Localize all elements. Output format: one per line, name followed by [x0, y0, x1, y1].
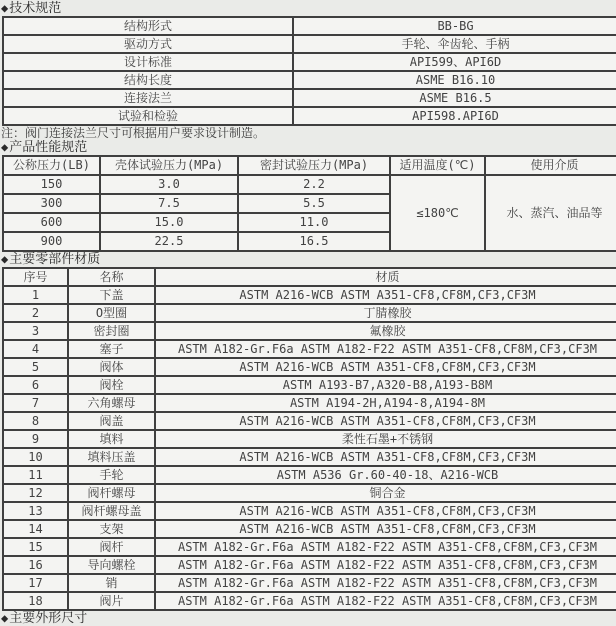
- seal-test-cell: 16.5: [238, 232, 390, 251]
- material-cell: ASTM A194-2H,A194-8,A194-8M: [155, 394, 616, 412]
- spec-label-cell: 连接法兰: [3, 89, 293, 107]
- material-cell: ASTM A216-WCB ASTM A351-CF8,CF8M,CF3,CF3M: [155, 448, 616, 466]
- row-number-cell: 18: [3, 592, 68, 610]
- material-cell: ASTM A216-WCB ASTM A351-CF8,CF8M,CF3,CF3M: [155, 502, 616, 520]
- spec-value-cell: API599、API6D: [293, 53, 616, 71]
- shell-test-cell: 3.0: [100, 175, 238, 194]
- table-row: [3, 556, 616, 574]
- part-name-cell: 销: [68, 574, 155, 592]
- table-row: [3, 89, 616, 107]
- spec-value-cell: BB-BG: [293, 17, 616, 35]
- table-row: [3, 175, 616, 194]
- seal-test-cell: 5.5: [238, 194, 390, 213]
- shell-test-cell: 22.5: [100, 232, 238, 251]
- material-cell: ASTM A182-Gr.F6a ASTM A182-F22 ASTM A351-CF8,CF8M,CF3,CF3M: [155, 556, 616, 574]
- pressure-class-cell: 300: [3, 194, 100, 213]
- row-number-cell: 7: [3, 394, 68, 412]
- shell-test-cell: 15.0: [100, 213, 238, 232]
- row-number-cell: 3: [3, 322, 68, 340]
- part-name-cell: 阀杆螺母: [68, 484, 155, 502]
- part-name-cell: 阀片: [68, 592, 155, 610]
- table-row: [3, 304, 616, 322]
- row-number-cell: 5: [3, 358, 68, 376]
- row-number-cell: 10: [3, 448, 68, 466]
- section-title-text: 主要零部件材质: [9, 252, 101, 267]
- spec-value-cell: ASME B16.10: [293, 71, 616, 89]
- table-row: [3, 574, 616, 592]
- shell-test-cell: 7.5: [100, 194, 238, 213]
- table-row: [3, 502, 616, 520]
- pressure-class-cell: 900: [3, 232, 100, 251]
- column-header: 序号: [3, 268, 68, 286]
- row-number-cell: 16: [3, 556, 68, 574]
- material-cell: ASTM A182-Gr.F6a ASTM A182-F22 ASTM A351-CF8,CF8M,CF3,CF3M: [155, 340, 616, 358]
- column-header: 适用温度(℃): [390, 156, 485, 175]
- temperature-cell: ≤180℃: [390, 175, 485, 251]
- material-cell: ASTM A182-Gr.F6a ASTM A182-F22 ASTM A351-CF8,CF8M,CF3,CF3M: [155, 592, 616, 610]
- section-title-tech-spec: [1, 2, 616, 15]
- part-name-cell: 塞子: [68, 340, 155, 358]
- section-title-dimensions: [1, 612, 616, 625]
- table-row: [3, 394, 616, 412]
- table-row: [3, 53, 616, 71]
- table-row: [3, 71, 616, 89]
- diamond-icon: ◆: [1, 1, 9, 15]
- material-cell: 丁腈橡胶: [155, 304, 616, 322]
- material-cell: ASTM A216-WCB ASTM A351-CF8,CF8M,CF3,CF3M: [155, 412, 616, 430]
- row-number-cell: 17: [3, 574, 68, 592]
- part-name-cell: 阀盖: [68, 412, 155, 430]
- row-number-cell: 9: [3, 430, 68, 448]
- material-cell: ASTM A216-WCB ASTM A351-CF8,CF8M,CF3,CF3M: [155, 520, 616, 538]
- column-header: 名称: [68, 268, 155, 286]
- part-name-cell: 阀体: [68, 358, 155, 376]
- table-row: [3, 466, 616, 484]
- table-row: [3, 538, 616, 556]
- material-cell: ASTM A536 Gr.60-40-18、A216-WCB: [155, 466, 616, 484]
- seal-test-cell: 2.2: [238, 175, 390, 194]
- table-row: [3, 322, 616, 340]
- table-row: [3, 340, 616, 358]
- row-number-cell: 13: [3, 502, 68, 520]
- section-title-materials: [1, 253, 616, 266]
- part-name-cell: 密封圈: [68, 322, 155, 340]
- part-name-cell: 填料: [68, 430, 155, 448]
- spec-label-cell: 试验和检验: [3, 107, 293, 125]
- part-name-cell: 六角螺母: [68, 394, 155, 412]
- table-row: [3, 286, 616, 304]
- material-cell: ASTM A182-Gr.F6a ASTM A182-F22 ASTM A351-CF8,CF8M,CF3,CF3M: [155, 538, 616, 556]
- section-title-text: 产品性能规范: [9, 140, 88, 155]
- material-cell: ASTM A193-B7,A320-B8,A193-B8M: [155, 376, 616, 394]
- row-number-cell: 6: [3, 376, 68, 394]
- row-number-cell: 4: [3, 340, 68, 358]
- row-number-cell: 2: [3, 304, 68, 322]
- material-cell: 氟橡胶: [155, 322, 616, 340]
- spec-label-cell: 结构长度: [3, 71, 293, 89]
- table-row: [3, 448, 616, 466]
- row-number-cell: 8: [3, 412, 68, 430]
- table-row: [3, 592, 616, 610]
- spec-label-cell: 设计标准: [3, 53, 293, 71]
- row-number-cell: 1: [3, 286, 68, 304]
- pressure-class-cell: 600: [3, 213, 100, 232]
- table-row: [3, 412, 616, 430]
- column-header: 使用介质: [485, 156, 616, 175]
- material-cell: 铜合金: [155, 484, 616, 502]
- table-row: [3, 35, 616, 53]
- part-name-cell: 阀栓: [68, 376, 155, 394]
- row-number-cell: 15: [3, 538, 68, 556]
- section-title-text: 主要外形尺寸: [9, 611, 88, 626]
- spec-label-cell: 结构形式: [3, 17, 293, 35]
- part-name-cell: 导向螺栓: [68, 556, 155, 574]
- table-row: [3, 358, 616, 376]
- medium-cell: 水、蒸汽、油品等: [485, 175, 616, 251]
- note-text: 注：阀门连接法兰尺寸可根据用户要求设计制造。: [1, 126, 266, 140]
- tech-spec-table: [2, 16, 616, 126]
- column-header: 材质: [155, 268, 616, 286]
- row-number-cell: 14: [3, 520, 68, 538]
- material-cell: ASTM A216-WCB ASTM A351-CF8,CF8M,CF3,CF3M: [155, 286, 616, 304]
- part-name-cell: 阀杆: [68, 538, 155, 556]
- part-name-cell: 下盖: [68, 286, 155, 304]
- material-cell: ASTM A216-WCB ASTM A351-CF8,CF8M,CF3,CF3M: [155, 358, 616, 376]
- spec-label-cell: 驱动方式: [3, 35, 293, 53]
- table-row: [3, 376, 616, 394]
- table-header-row: [3, 268, 616, 286]
- column-header: 壳体试验压力(MPa): [100, 156, 238, 175]
- pressure-class-cell: 150: [3, 175, 100, 194]
- spec-value-cell: 手轮、伞齿轮、手柄: [293, 35, 616, 53]
- diamond-icon: ◆: [1, 252, 9, 266]
- seal-test-cell: 11.0: [238, 213, 390, 232]
- material-cell: 柔性石墨+不锈钢: [155, 430, 616, 448]
- performance-table: [2, 155, 616, 252]
- diamond-icon: ◆: [1, 611, 9, 625]
- material-cell: ASTM A182-Gr.F6a ASTM A182-F22 ASTM A351-CF8,CF8M,CF3,CF3M: [155, 574, 616, 592]
- materials-table: [2, 267, 616, 611]
- part-name-cell: 填料压盖: [68, 448, 155, 466]
- table-row: [3, 484, 616, 502]
- spec-value-cell: ASME B16.5: [293, 89, 616, 107]
- part-name-cell: O型圈: [68, 304, 155, 322]
- part-name-cell: 支架: [68, 520, 155, 538]
- table-row: [3, 107, 616, 125]
- table-row: [3, 520, 616, 538]
- table-row: [3, 17, 616, 35]
- part-name-cell: 阀杆螺母盖: [68, 502, 155, 520]
- diamond-icon: ◆: [1, 140, 9, 154]
- column-header: 公称压力(LB): [3, 156, 100, 175]
- row-number-cell: 11: [3, 466, 68, 484]
- table-row: [3, 430, 616, 448]
- spec-value-cell: API598.API6D: [293, 107, 616, 125]
- row-number-cell: 12: [3, 484, 68, 502]
- section-title-text: 技术规范: [9, 1, 62, 16]
- section-title-performance: [1, 141, 616, 154]
- table-header-row: [3, 156, 616, 175]
- part-name-cell: 手轮: [68, 466, 155, 484]
- column-header: 密封试验压力(MPa): [238, 156, 390, 175]
